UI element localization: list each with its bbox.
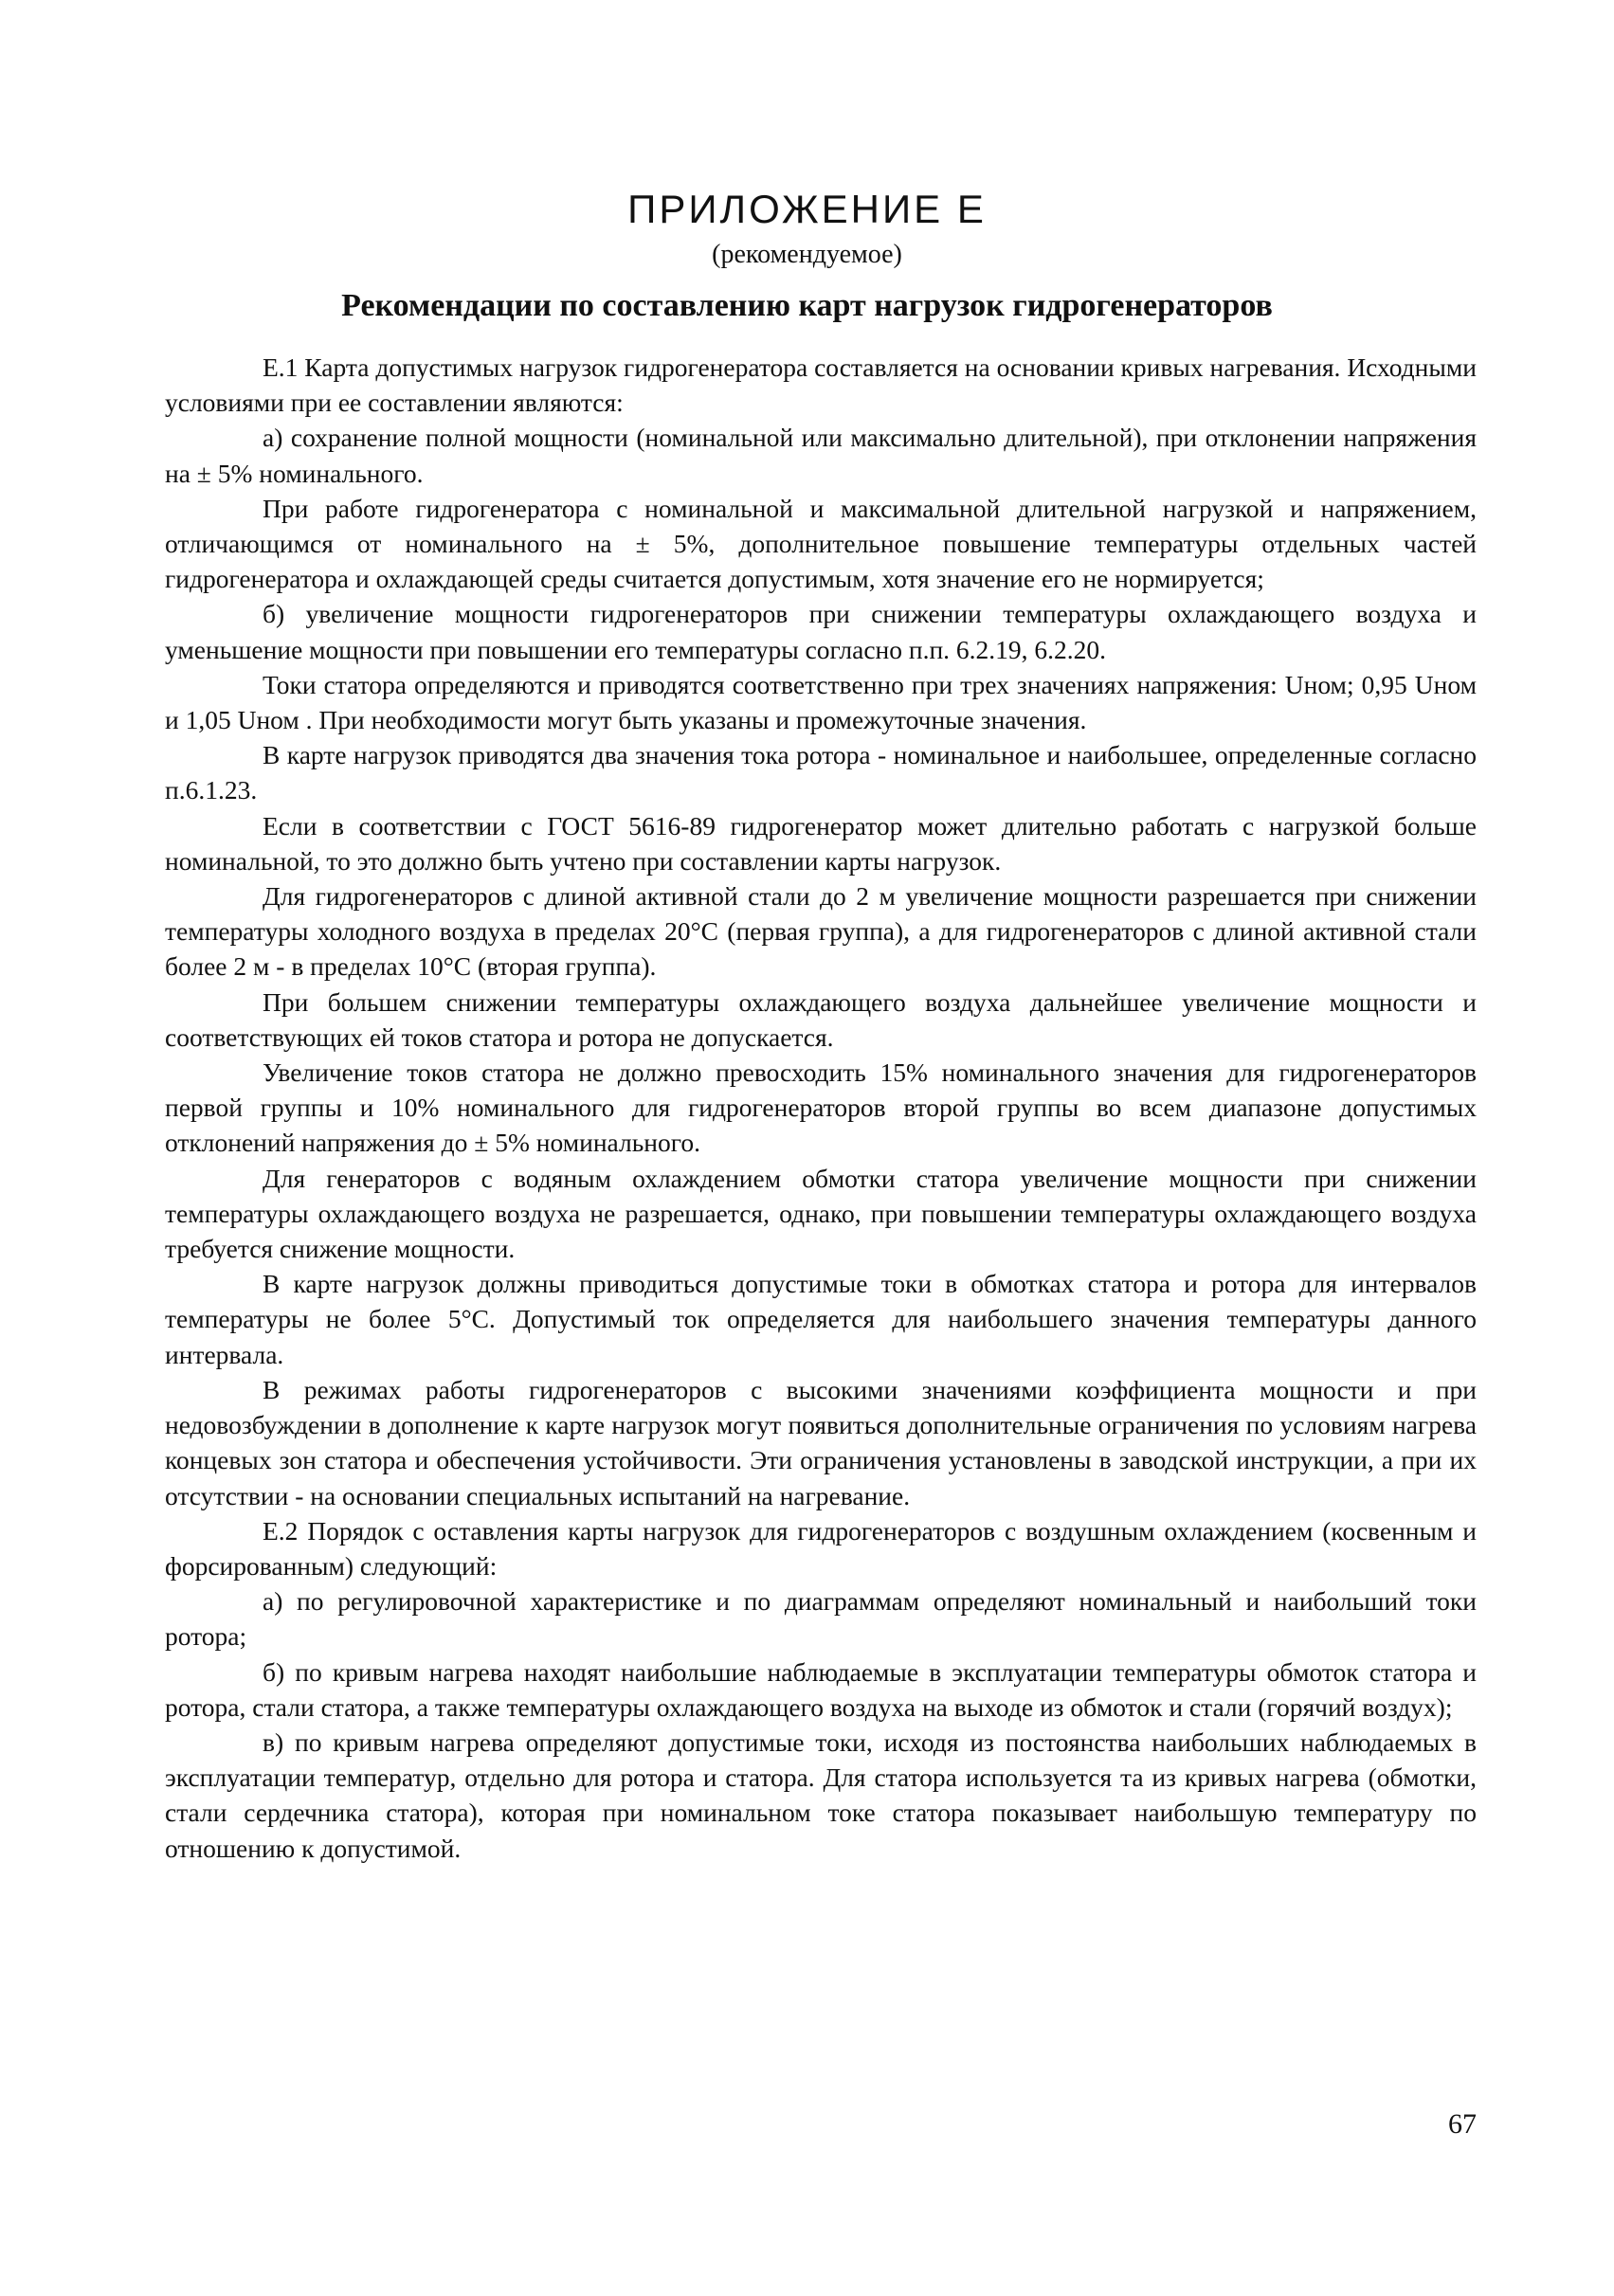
paragraph: Токи статора определяются и приводятся соответственно при трех значениях напряжения: Uном; 0,95 Uном и 1,05 Uном . При необходимости могут быть указаны и промежуточные значения. — [165, 669, 1477, 735]
paragraph: Для генераторов с водяным охлаждением обмотки статора увеличение мощности при снижении температуры охлаждающего воздуха не разрешается, однако, при повышении температуры охлаждающего воздуха требуется снижение мощности. — [165, 1163, 1477, 1264]
paragraph-e2-v: в) по кривым нагрева определяют допустимые токи, исходя из постоянства наибольших наблюдаемых в эксплуатации температур, отдельно для ротора и статора. Для статора используется та из кривых нагрева (обмотки, стали сердечника статора), которая при номинальном токе статора показывает наибольшую температуру по отношению к допустимой. — [165, 1727, 1477, 1863]
paragraph: В карте нагрузок должны приводиться допустимые токи в обмотках статора и ротора для интервалов температуры не более 5°С. Допустимый ток определяется для наибольшего значения температуры данного интервала. — [165, 1269, 1477, 1369]
body-text — [165, 350, 1477, 1866]
paragraph: В карте нагрузок приводятся два значения тока ротора - номинальное и наибольшее, определенные согласно п.6.1.23. — [165, 740, 1477, 805]
paragraph: Для гидрогенераторов с длиной активной стали до 2 м увеличение мощности разрешается при снижении температуры холодного воздуха в пределах 20°С (первая группа), а для гидрогенераторов с длиной активной стали более 2 м - в пределах 10°С (вторая группа). — [165, 881, 1477, 982]
paragraph-e1-b: б) увеличение мощности гидрогенераторов при снижении температуры охлаждающего воздуха и уменьшение мощности при повышении его температуры согласно п.п. 6.2.19, 6.2.20. — [165, 599, 1477, 664]
paragraph-e1-a: а) сохранение полной мощности (номинальной или максимально длительной), при отклонении напряжения на ± 5% номинального. — [165, 423, 1477, 488]
appendix-subtitle: (рекомендуемое) — [712, 240, 902, 269]
paragraph: При работе гидрогенератора с номинальной и максимальной длительной нагрузкой и напряжением, отличающимся от номинального на ± 5%, дополнительное повышение температуры отдельных частей гидрогенератора и охлаждающей среды считается допустимым, хотя значение его не нормируется; — [165, 493, 1477, 594]
appendix-title: ПРИЛОЖЕНИЕ Е — [627, 187, 987, 231]
document-heading: Рекомендации по составлению карт нагрузок гидрогенераторов — [341, 288, 1273, 323]
paragraph-e2-a: а) по регулировочной характеристике и по диаграммам определяют номинальный и наибольший токи ротора; — [165, 1586, 1477, 1652]
paragraph-e2: Е.2 Порядок с оставления карты нагрузок для гидрогенераторов с воздушным охлаждением (косвенным и форсированным) следующий: — [165, 1515, 1477, 1581]
paragraph-e2-b: б) по кривым нагрева находят наибольшие наблюдаемые в эксплуатации температуры обмоток статора и ротора, стали статора, а также температуры охлаждающего воздуха на выходе из обмоток и стали (горячий воздух); — [165, 1656, 1477, 1722]
paragraph: Увеличение токов статора не должно превосходить 15% номинального значения для гидрогенераторов первой группы и 10% номинального для гидрогенераторов второй группы во всем диапазоне допустимых отклонений напряжения до ± 5% номинального. — [165, 1058, 1477, 1158]
paragraph: Если в соответствии с ГОСТ 5616-89 гидрогенератор может длительно работать с нагрузкой больше номинальной, то это должно быть учтено при составлении карты нагрузок. — [165, 810, 1477, 876]
paragraph-e1: Е.1 Карта допустимых нагрузок гидрогенератора составляется на основании кривых нагревания. Исходными условиями при ее составлении являются: — [165, 353, 1477, 418]
paragraph: При большем снижении температуры охлаждающего воздуха дальнейшее увеличение мощности и соответствующих ей токов статора и ротора не допускается. — [165, 986, 1477, 1052]
paragraph: В режимах работы гидрогенераторов с высокими значениями коэффициента мощности и при недовозбуждении в дополнение к карте нагрузок могут появиться дополнительные ограничения по условиям нагрева концевых зон статора и обеспечения устойчивости. Эти ограничения установлены в заводской инструкции, а при их отсутствии - на основании специальных испытаний на нагревание. — [165, 1374, 1477, 1510]
page-number: 67 — [1448, 2108, 1477, 2140]
